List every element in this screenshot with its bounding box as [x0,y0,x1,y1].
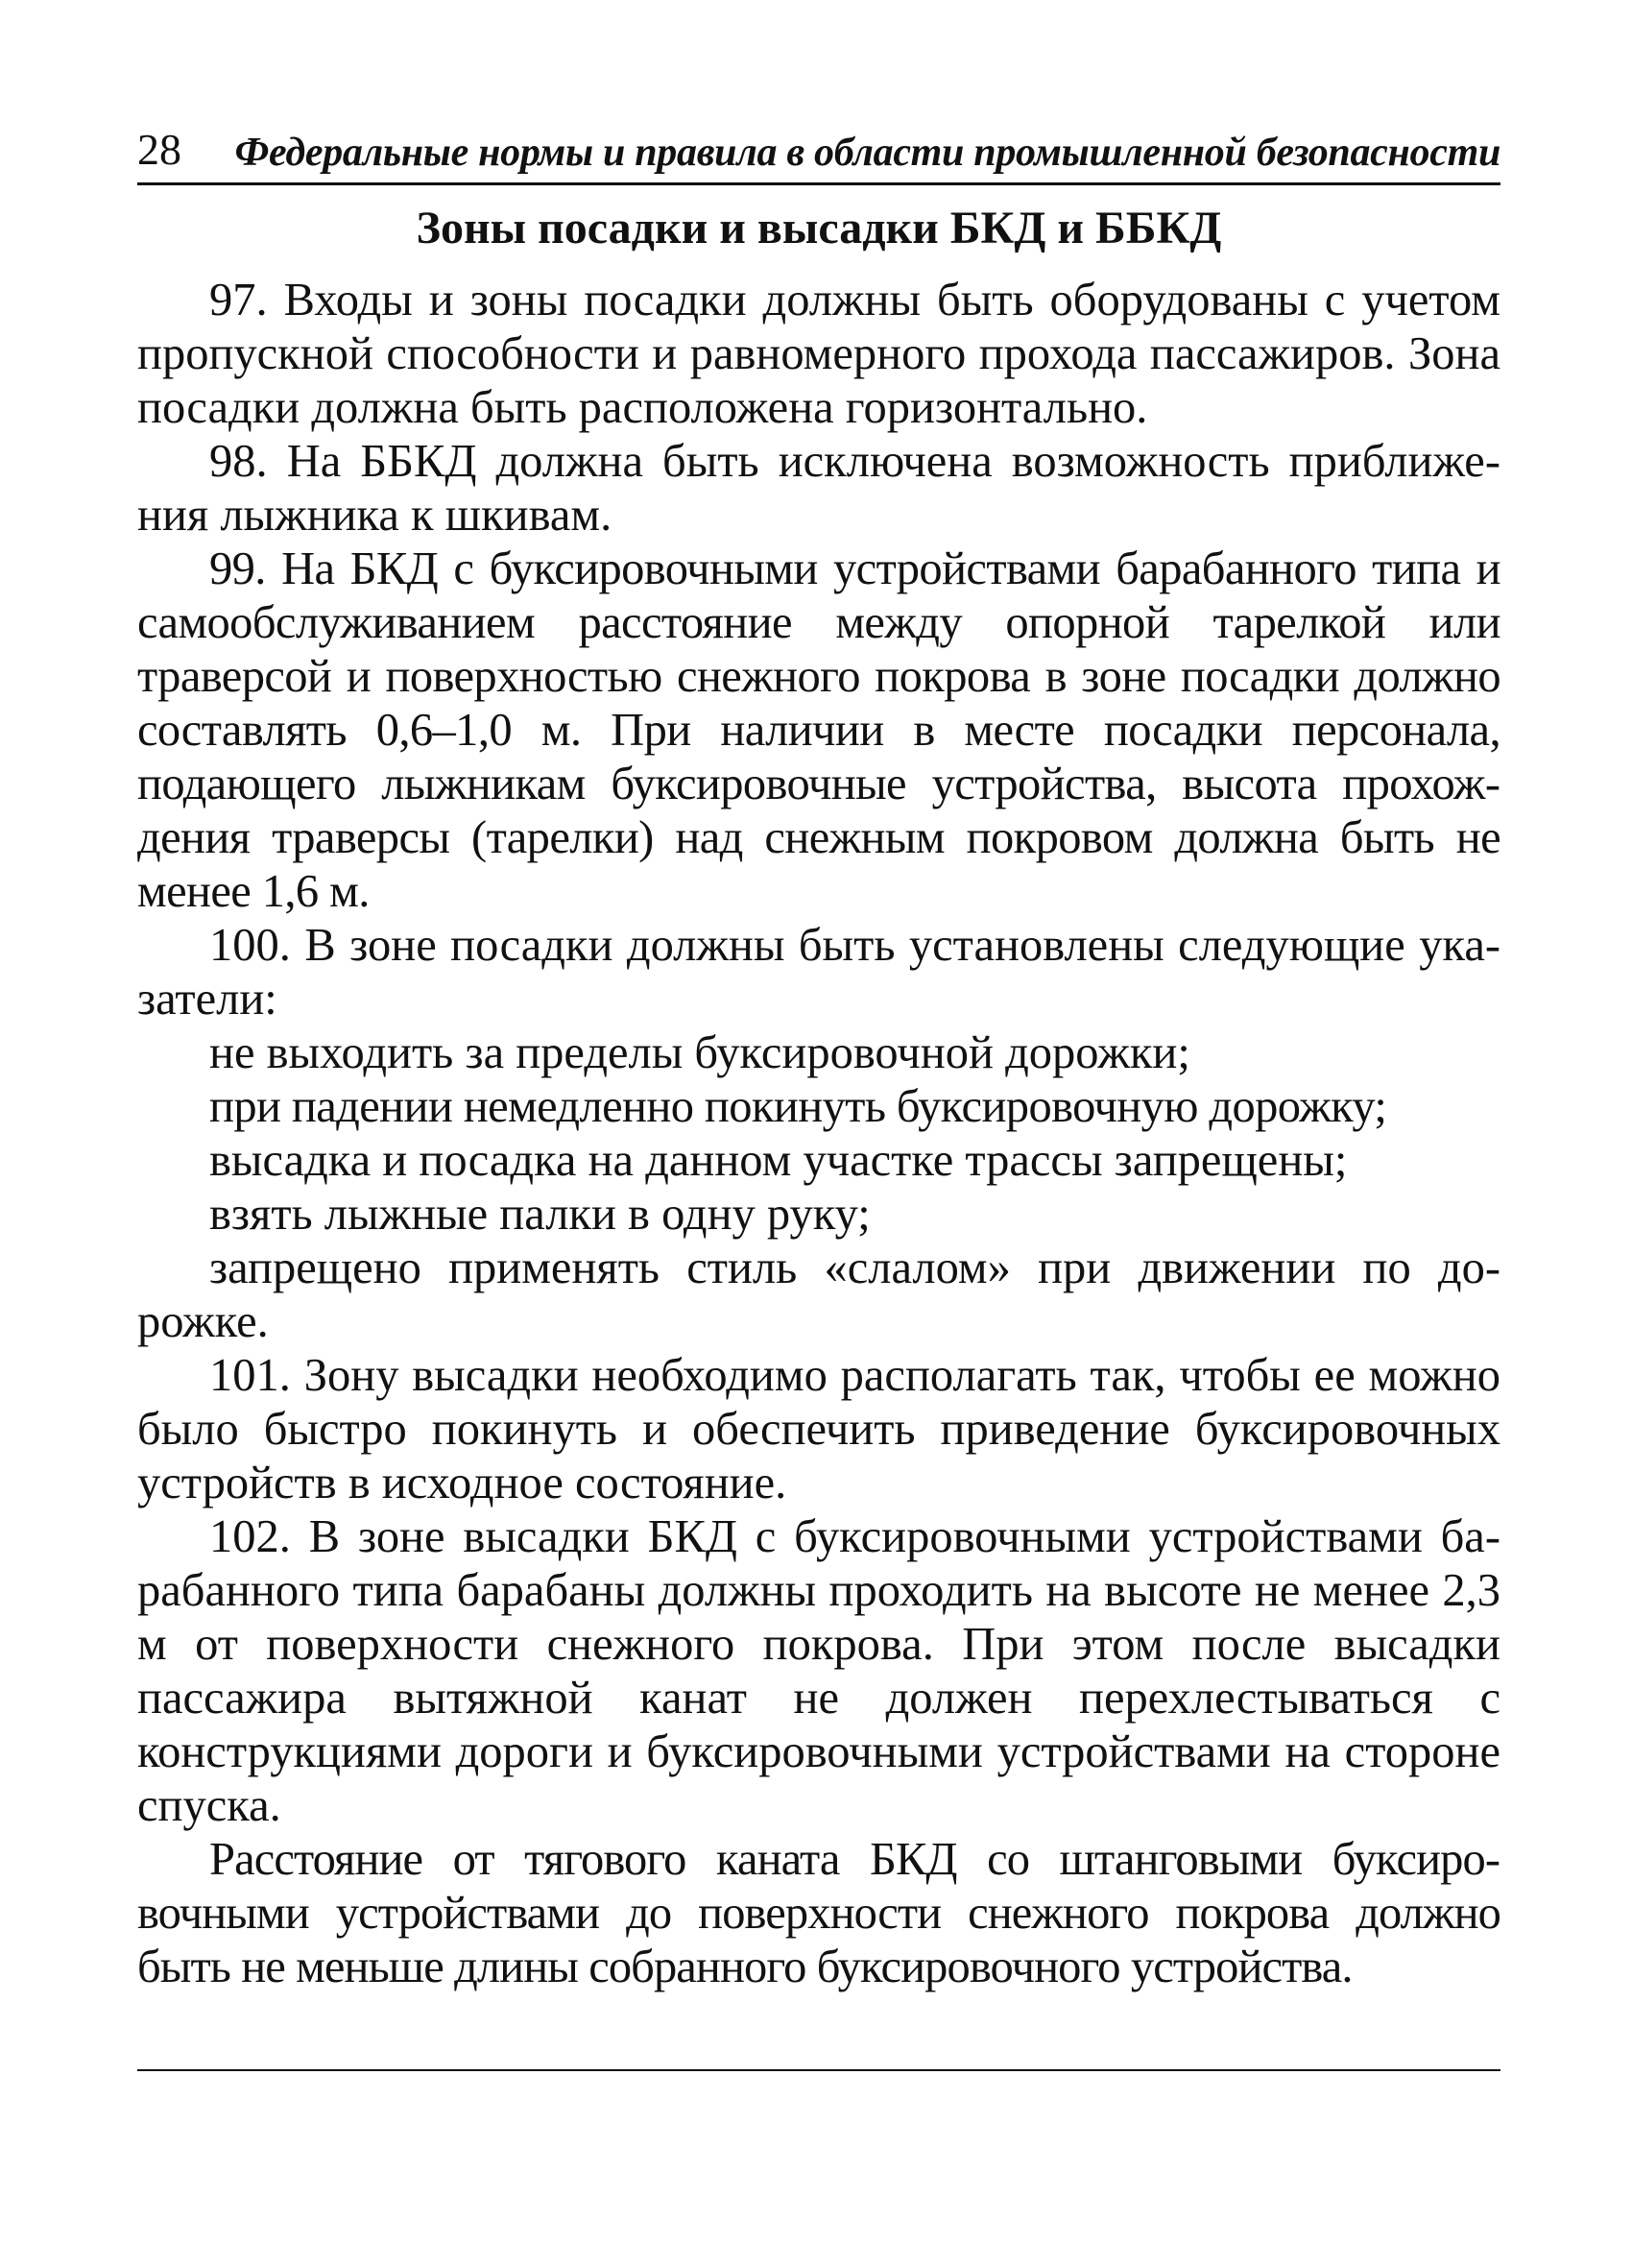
running-header [137,123,1500,185]
paragraph-102: 102. В зоне высадки БКД с буксировочными устройствами барабанного типа барабаны должны проходить на высоте не менее 2,3 м от поверхности снежного покрова. При этом после высадки пассажира вытяжной канат не должен перехлестываться с конструкциями дороги и буксировочными устройствами на стороне спуска. [137,1511,1500,1831]
sign-item: не выходить за пределы буксировочной дорожки; [209,1027,1190,1078]
paragraph-99: 99. На БКД с буксировочными устройствами барабанного типа и самообслуживанием расстояние между опорной тарелкой или траверсой и поверхностью снежного покрова в зоне посадки должно составлять 0,6–1,0 м. При наличии в месте посадки персонала, подающего лыжникам буксировочные устройства, высота прохождения траверсы (тарелки) над снежным покровом должна быть не менее 1,6 м. [137,543,1500,917]
paragraph-97: 97. Входы и зоны посадки должны быть оборудованы с учетом пропускной способности и равномерного прохода пассажиров. Зона посадки должна быть расположена горизонтально. [137,275,1500,433]
running-title: Федеральные нормы и правила в области промышленной безопасности [234,131,1500,175]
paragraph-101: 101. Зону высадки необходимо располагать так, чтобы ее можно было быстро покинуть и обеспечить приведение буксировочных устройств в исходное состояние. [137,1350,1500,1508]
sign-item: при падении немедленно покинуть буксировочную дорожку; [209,1081,1387,1132]
sign-item: высадка и посадка на данном участке трассы запрещены; [209,1135,1348,1186]
paragraph-98: 98. На ББКД должна быть исключена возможность приближения лыжника к шкивам. [137,436,1500,541]
paragraph-100: 100. В зоне посадки должны быть установлены следующие указатели: [137,920,1500,1025]
sign-item: взять лыжные палки в одну руку; [209,1189,871,1240]
paragraph-towing-distance: Расстояние от тягового каната БКД со штанговыми буксировочными устройствами до поверхности снежного покрова должно быть не меньше длины собранного буксировочного устройства. [137,1834,1500,1992]
body-text [137,274,1500,1994]
sign-item: запрещено применять стиль «слалом» при движении по дорожке. [137,1243,1500,1347]
bottom-rule [137,2069,1500,2071]
page-number: 28 [137,125,181,174]
section-title: Зоны посадки и высадки БКД и ББКД [416,203,1222,253]
